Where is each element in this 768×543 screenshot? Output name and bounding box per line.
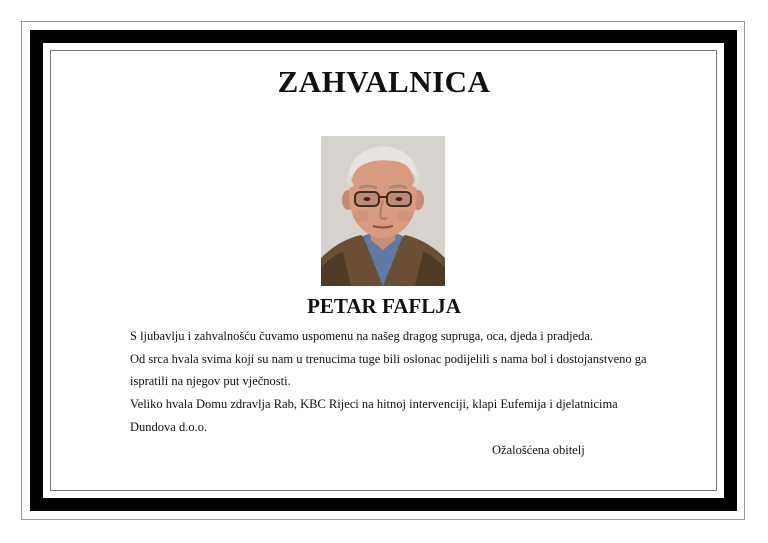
deceased-name: PETAR FAFLJA (307, 294, 461, 318)
notice-body (130, 325, 650, 439)
portrait-illustration (321, 136, 445, 286)
paragraph-thanks-institutions: Veliko hvala Domu zdravlja Rab, KBC Rijeci na hitnoj intervenciji, klapi Eufemija i djelatnicima Dundova d.o.o. (130, 397, 618, 434)
notice-title: ZAHVALNICA (277, 64, 491, 99)
portrait-photo (321, 136, 445, 286)
signature: Ožalošćena obitelj (492, 443, 585, 457)
paragraph-remembrance: S ljubavlju i zahvalnošću čuvamo uspomenu na našeg dragog supruga, oca, djeda i pradjeda. (130, 329, 594, 343)
paragraph-thanks-all: Od srca hvala svima koji su nam u trenucima tuge bili oslonac podijelili s nama bol i dostojanstveno ga ispratili na njegov put vječnosti. (130, 351, 647, 389)
